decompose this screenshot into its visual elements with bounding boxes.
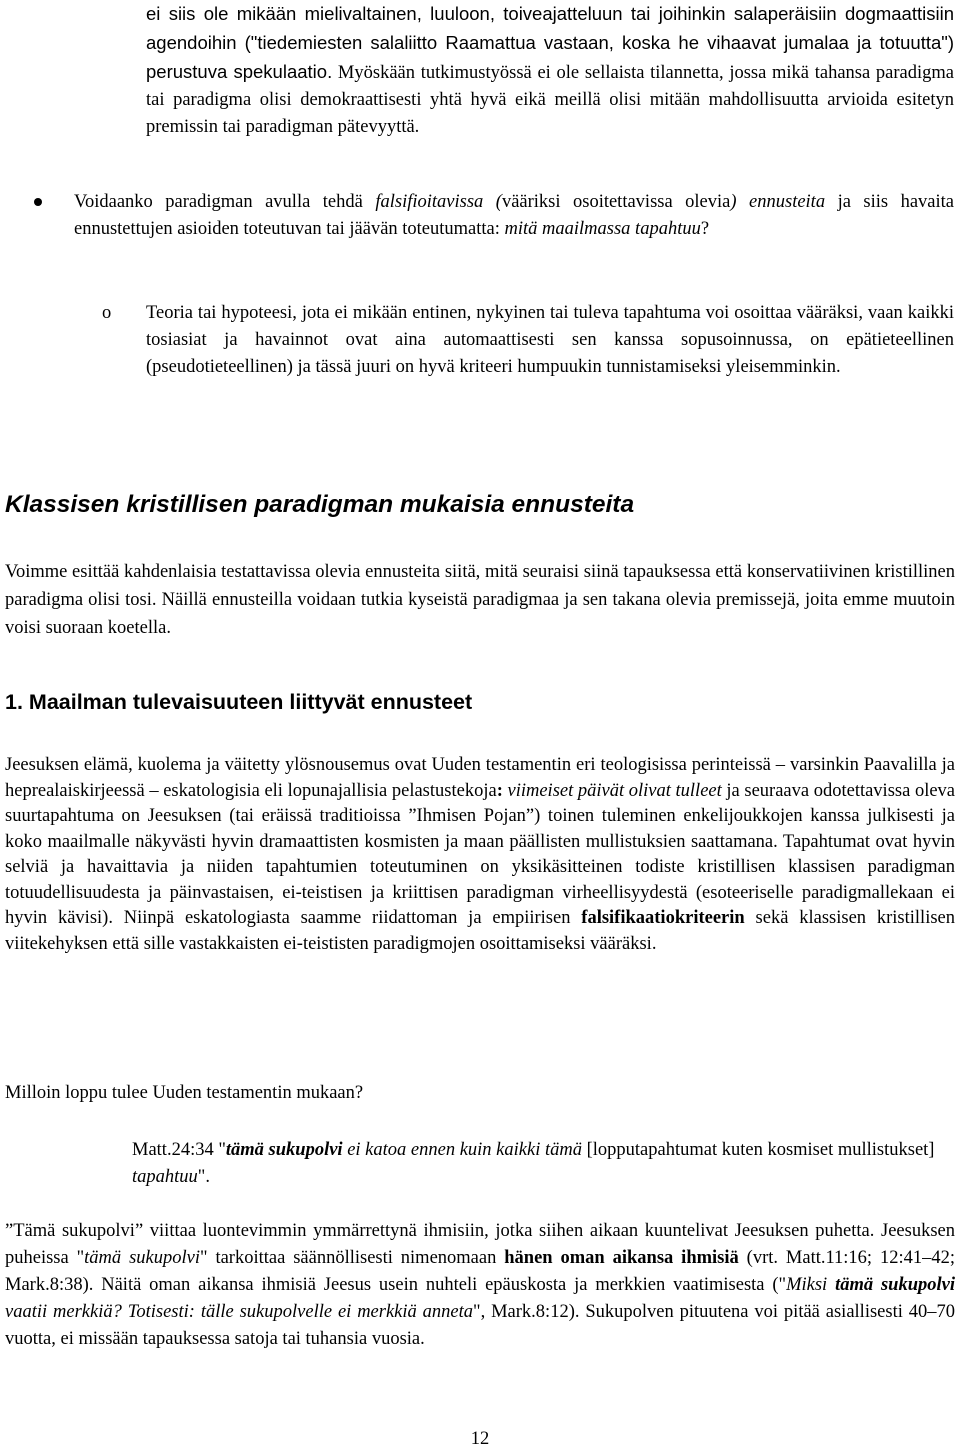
tama-text-c: " tarkoittaa säännöllisesti nimenomaan xyxy=(199,1248,505,1268)
tama-italic-h: vaatii merkkiä? Totisesti: tälle sukupolvelle ei merkkiä anneta xyxy=(5,1302,474,1322)
paragraph-jeesuksen xyxy=(5,753,955,957)
jeesuksen-bold-colon: : xyxy=(496,780,503,801)
milloin-text: Milloin loppu tulee Uuden testamentin mukaan? xyxy=(5,1083,364,1103)
tama-italic-f: Miksi xyxy=(786,1275,836,1295)
quote-bracket: [lopputapahtumat kuten kosmiset mullistukset] xyxy=(581,1140,935,1160)
subbullet-pseudoscience xyxy=(146,300,954,381)
bullet1-text-e: ja siis havaita ennustettujen asioiden toteutuvan tai jäävän toteutumatta: xyxy=(74,192,954,239)
jeesuksen-italic-last-days: viimeiset päivät olivat tulleet xyxy=(507,780,722,801)
paragraph-voimme xyxy=(5,558,955,642)
bullet1-text-c: vääriksi osoitettavissa olevia xyxy=(501,192,731,212)
quote-matt-24-34 xyxy=(132,1137,958,1191)
paragraph-tama-sukupolvi xyxy=(5,1218,955,1353)
bullet1-italic-ennusteita: ) ennusteita xyxy=(730,192,826,212)
bullet1-italic-question: mitä maailmassa tapahtuu xyxy=(504,219,701,239)
intro-sans-text: ei siis ole mikään mielivaltainen, luuloon, toiveajatteluun tai joihinkin salaperäisiin dogmaattisiin agendoihin ("tiedemiesten salaliitto Raamattua vastaan, koska he vihaavat jumalaa ja totuutta") perustuva spekulaatio. xyxy=(146,3,954,82)
tama-text-i: ", Mark.8:12). Sukupolven pituutena voi pitää asiallisesti 40–70 vuotta, ei missään tapauksessa satoja tai tuhansia vuosia. xyxy=(5,1302,955,1349)
subbullet-text: Teoria tai hypoteesi, jota ei mikään entinen, nykyinen tai tuleva tapahtuma voi osoittaa vääräksi, vaan kaikki tosiasiat ja havainnot ovat aina automaattisesti sen kanssa sopusoinnussa, on epätieteellinen (pseudotieteellinen) ja tässä juuri on hyvä kriteeri humpuukin tunnistamiseksi yleisemminkin. xyxy=(146,303,954,377)
bullet1-question-mark: ? xyxy=(700,219,710,239)
bullet1-italic-term: falsifioitavissa ( xyxy=(375,192,502,212)
quote-end: ". xyxy=(197,1167,210,1187)
section-heading-future: 1. Maailman tulevaisuuteen liittyvät ennusteet xyxy=(5,690,473,714)
tama-text-e: (vrt. Matt.11:16; 12:41–42; Mark.8:38). Näitä oman aikansa ihmisiä Jeesus usein nuhteli epäuskosta ja merkkien vaatimisesta (" xyxy=(5,1248,956,1295)
paragraph-intro xyxy=(146,0,954,141)
jeesuksen-bold-criterion: falsifikaatiokriteerin xyxy=(581,908,745,928)
jeesuksen-text-g: sekä klassisen kristillisen viitekehyksen että sille vastakkaisten ei-teististen paradigmojen osoittamiseksi vääräksi. xyxy=(5,908,955,954)
bullet-marker xyxy=(34,198,42,206)
quote-bold-italic: tämä sukupolvi xyxy=(225,1140,343,1160)
tama-italic-b: tämä sukupolvi xyxy=(84,1248,200,1268)
intro-serif-text: Myöskään tutkimustyössä ei ole sellaista tilannetta, jossa mikä tahansa paradigma tai paradigma olisi demokraattisesti yhtä hyvä eikä meillä olisi mitään mahdollisuutta arvioida esitetyn premissin tai paradigman pätevyyttä. xyxy=(146,63,954,137)
bullet-falsifiable-question xyxy=(74,189,954,243)
subbullet-marker: o xyxy=(102,303,112,323)
bullet1-text-a: Voidaanko paradigman avulla tehdä xyxy=(74,192,376,212)
paragraph-milloin xyxy=(5,1080,955,1107)
quote-ref: Matt.24:34 " xyxy=(132,1140,226,1160)
page-number: 12 xyxy=(470,1429,490,1449)
jeesuksen-text-e: ja seuraava odotettavissa oleva suurtapahtuma on Jeesuksen (tai eräissä traditioissa ”Ihmisen Pojan”) toinen tuleminen enkelijoukkojen kanssa julkisesti ja koko maailmalle näkyvästi hyvin dramaattisten kosmisten ja maan päällisten mullistuksien saattamana. Tapahtumat ovat hyvin selviä ja havaittavia ja niiden tapahtumien toteutuminen on yksikäsitteinen todiste kristillisen klassisen paradigman totuudellisuudesta ja päinvastaisen, ei-teistisen ja kriittisen paradigman virheellisyydestä (esoteeriselle paradigmallekaan ei hyvin kävisi). Niinpä eskatologiasta saamme riidattoman ja empiirisen xyxy=(5,780,956,928)
jeesuksen-text-a: Jeesuksen elämä, kuolema ja väitetty ylösnousemus ovat Uuden testamentin eri teologisissa perinteissä – varsinkin Paavalilla ja heprealaiskirjeessä – eskatologisia eli lopunajallisia pelastustekoja xyxy=(5,755,955,801)
quote-italic-2: tapahtuu xyxy=(132,1167,198,1187)
tama-bold-italic-g: tämä sukupolvi xyxy=(835,1275,955,1295)
quote-italic-1: ei katoa ennen kuin kaikki tämä xyxy=(342,1140,582,1160)
tama-text-a: ”Tämä sukupolvi” viittaa luontevimmin ymmärrettynä ihmisiin, jotka siihen aikaan kuuntelivat Jeesuksen puhetta. Jeesuksen puheissa " xyxy=(5,1221,955,1268)
section-heading-classical: Klassisen kristillisen paradigman mukaisia ennusteita xyxy=(5,491,635,518)
tama-bold-d: hänen oman aikansa ihmisiä xyxy=(504,1248,739,1268)
voimme-text: Voimme esittää kahdenlaisia testattavissa olevia ennusteita siitä, mitä seuraisi siinä tapauksessa että konservatiivinen kristillinen paradigma olisi tosi. Näillä ennusteilla voidaan tutkia kyseistä paradigmaa ja sen takana olevia premissejä, joita emme muutoin voisi suoraan koetella. xyxy=(5,562,955,638)
